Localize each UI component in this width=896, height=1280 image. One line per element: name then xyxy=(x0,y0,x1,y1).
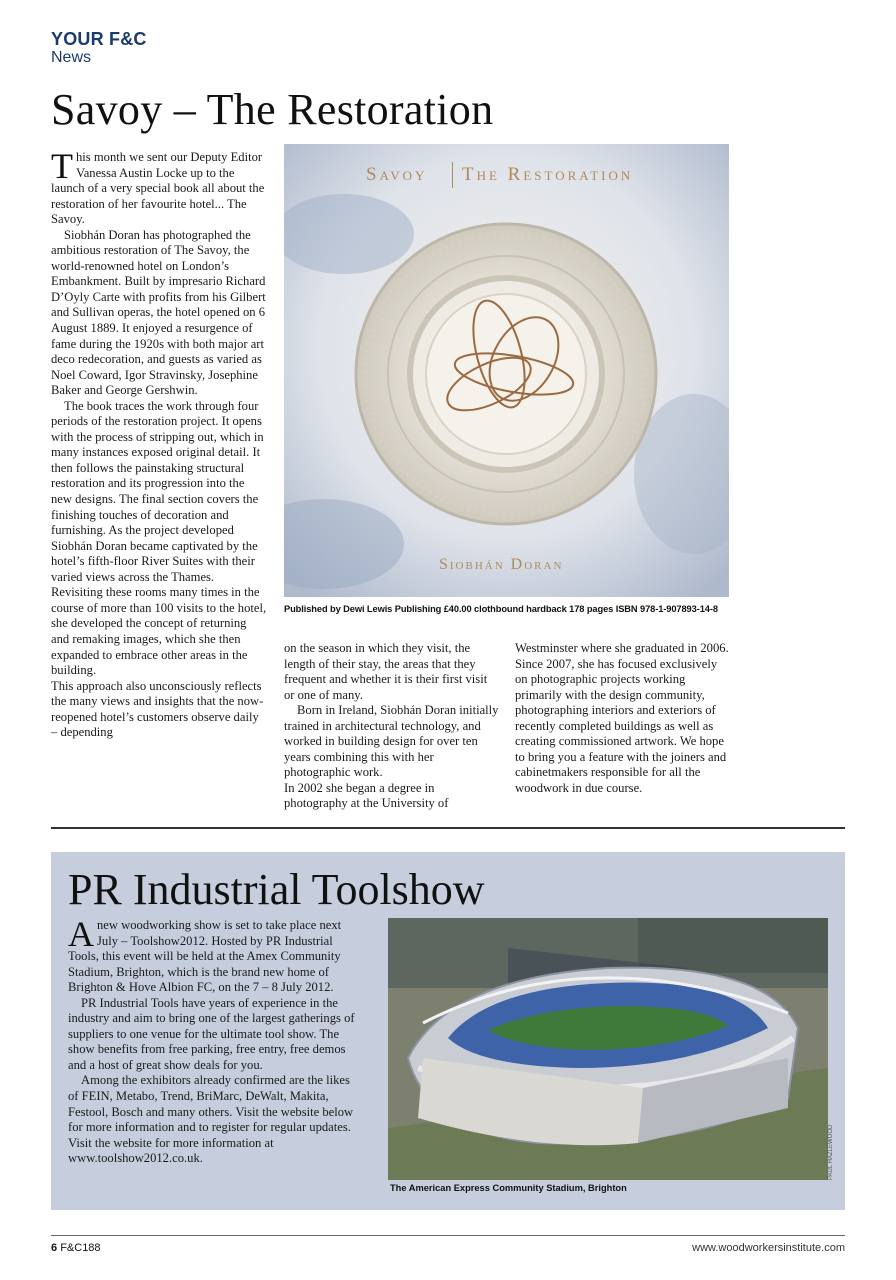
article-column-1 xyxy=(51,146,267,741)
paragraph: This approach also unconsciously reflects the many views and insights that the now-reopened hotel’s customers observe daily – depending xyxy=(51,678,264,740)
paragraph: on the season in which they visit, the length of their stay, the areas that they frequent and whether it is their first visit or one of many. xyxy=(284,641,488,702)
paragraph: PR Industrial Tools have years of experience in the industry and aim to bring one of the largest gatherings of suppliers to one venue for the ultimate tool show. The show benefits from free parking, free entry, free demos and a host of great show deals for you. xyxy=(68,995,355,1072)
article-column-3 xyxy=(515,641,731,796)
cover-caption: Published by Dewi Lewis Publishing £40.00 clothbound hardback 178 pages ISBN 978-1-907893-14-8 xyxy=(284,604,718,614)
cover-title-left: Savoy xyxy=(366,164,428,185)
paragraph: new woodworking show is set to take place next July – Toolshow2012. Hosted by PR Industrial Tools, this event will be held at the Amex Community Stadium, Brighton, which is the brand new home of Brighton & Hove Albion FC, on the 7 – 8 July 2012. xyxy=(68,918,342,995)
stadium-photo xyxy=(388,918,828,1180)
paragraph: Siobhán Doran has photographed the ambitious restoration of The Savoy, the world-renowned hotel on London’s Embankment. Built by impresario Richard D’Oyly Carte with profits from his Gilbert and Sullivan operas, the hotel opened on 6 August 1889. It enjoyed a resurgence of fame during the 1920s with both major art deco redecoration, and guests as varied as Noel Coward, Igor Stravinsky, Josephine Baker and George Gershwin. xyxy=(51,227,266,398)
toolshow-title: PR Industrial Toolshow xyxy=(68,865,485,914)
cover-author: Siobhán Doran xyxy=(439,556,564,573)
paragraph: In 2002 she began a degree in photography at the University of xyxy=(284,780,449,811)
footer-page xyxy=(51,1242,101,1254)
subsection-label: News xyxy=(51,49,92,66)
paragraph: his month we sent our Deputy Editor Vanessa Austin Locke up to the launch of a very special book all about the restoration of her favourite hotel... The Savoy. xyxy=(51,150,265,227)
article-title: Savoy – The Restoration xyxy=(51,85,494,134)
section-divider xyxy=(51,827,845,829)
cover-title-right: The Restoration xyxy=(462,164,634,185)
paragraph: The book traces the work through four periods of the restoration project. It opens with the process of stripping out, which in many instances exposed original detail. It then follows the painstaking structural restoration and its progression into the new designs. The final section covers the finishing touches of decoration and furnishing. As the project developed Siobhán Doran became captivated by the hotel’s fifth-floor River Suites with their varied views across the Thames. Revisiting these rooms many times in the course of more than 100 visits to the hotel, she developed the concept of returning and remaking images, which she then expanded to embrace other areas in the building. xyxy=(51,398,267,678)
book-cover-image xyxy=(284,144,729,597)
drop-cap: T xyxy=(51,146,73,186)
toolshow-text xyxy=(68,914,358,1167)
paragraph: Westminster where she graduated in 2006. Since 2007, she has focused exclusively on photographic projects working primarily with the design community, photographing interiors and exteriors of recently completed buildings as well as creating commissioned artwork. We hope to bring you a feature with the joiners and cabinetmakers responsible for all the woodwork in due course. xyxy=(515,641,729,795)
issue-label: F&C188 xyxy=(60,1242,101,1254)
stadium-caption: The American Express Community Stadium, Brighton xyxy=(390,1183,627,1193)
paragraph: Born in Ireland, Siobhán Doran initially trained in architectural technology, and worked in building design for over ten years combining this with her photographic work. xyxy=(284,703,499,780)
paragraph: Among the exhibitors already confirmed are the likes of FEIN, Metabo, Trend, BriMarc, DeWalt, Makita, Festool, Bosch and many others. Visit the website below for more information and to register for regular updates. Visit the website for more information at www.toolshow2012.co.uk. xyxy=(68,1073,354,1166)
photo-credit: PAUL HAZLEWOOD xyxy=(828,1124,834,1180)
section-label: YOUR F&C xyxy=(51,29,147,49)
drop-cap: A xyxy=(68,914,94,954)
page-number: 6 xyxy=(51,1242,58,1254)
footer-divider xyxy=(51,1235,845,1236)
cover-divider xyxy=(452,162,453,188)
footer-url: www.woodworkersinstitute.com xyxy=(692,1242,845,1254)
section-tag xyxy=(51,29,147,67)
article-column-2 xyxy=(284,641,500,812)
